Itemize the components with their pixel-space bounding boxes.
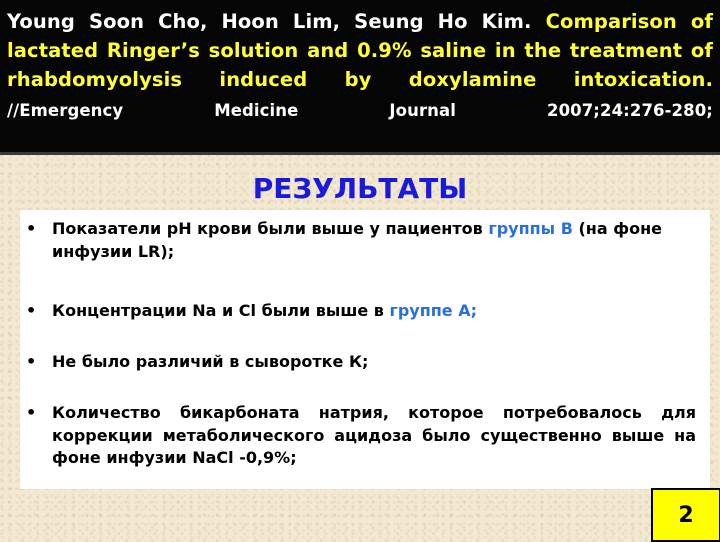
bullet-marker: •: [26, 403, 37, 422]
bullet-text: Количество бикарбоната натрия, которое потребовалось для коррекции метаболического ацидоза было существенно выше на фоне инфузии NaCl -0,9%;: [52, 403, 696, 467]
citation-header: [0, 0, 720, 155]
bullet-marker: •: [26, 352, 37, 371]
bullet-text: Не было различий в сыворотке К;: [52, 352, 369, 371]
list-item: [26, 218, 696, 263]
results-panel: [20, 210, 710, 489]
citation-text: [7, 7, 713, 125]
highlight-text: группе А;: [389, 301, 478, 320]
page-number: 2: [651, 488, 720, 542]
highlight-text: группы В: [488, 219, 573, 238]
bullet-text: Показатели рН крови были выше у пациентов группы В (на фоне инфузии LR);: [52, 219, 662, 261]
bullet-text: Концентрации Na и Cl были выше в группе А;: [52, 301, 478, 320]
list-item: [26, 300, 696, 323]
list-item: [26, 351, 696, 374]
bullet-marker: •: [26, 219, 37, 238]
section-title: РЕЗУЛЬТАТЫ: [252, 172, 468, 205]
bullet-marker: •: [26, 301, 37, 320]
article-title: Comparison of lactated Ringer’s solution and 0.9% saline in the treatment of rhabdomyolysis induced by doxylamine intoxication.: [7, 10, 713, 91]
journal-reference: //Emergency Medicine Journal 2007;24:276-280;: [7, 101, 713, 120]
list-item: [26, 402, 696, 470]
authors: Young Soon Cho, Hoon Lim, Seung Ho Kim.: [7, 10, 532, 33]
